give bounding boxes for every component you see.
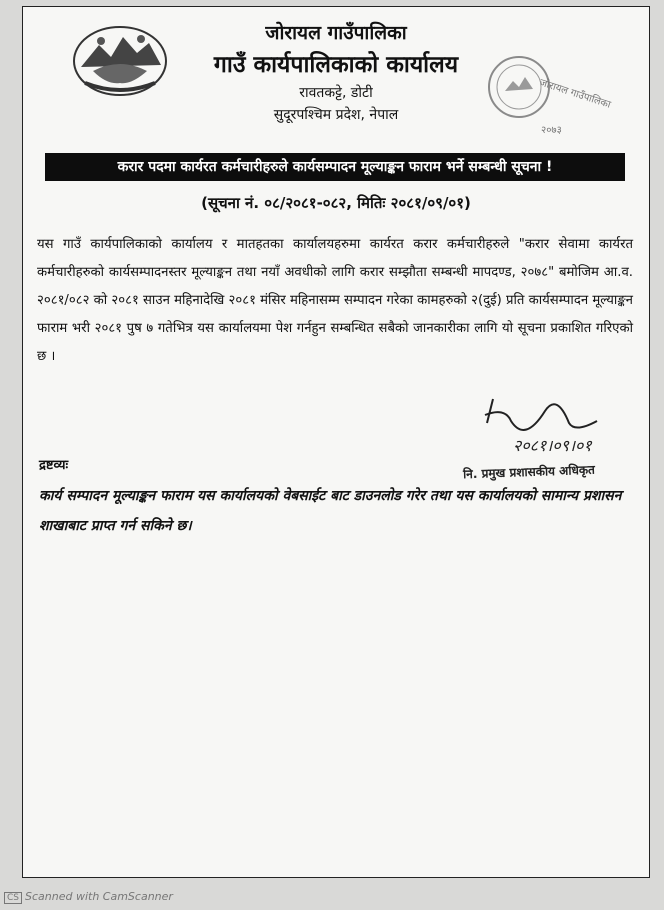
office-location: रावतकट्टे, डोटी	[299, 85, 373, 101]
notice-body: यस गाउँ कार्यपालिकाको कार्यालय र मातहतका कार्यालयहरुमा कार्यरत करार कर्मचारीहरुले "करार सेवामा कार्यरत कर्मचारीहरुको कार्यसम्पादनस्तर मूल्याङ्कन तथा नयाँ अवधीको लागि करार सम्झौता सम्बन्धी मापदण्ड, २०७८" बमोजिम आ.व. २०८१/०८२ को २०८१ साउन महिनादेखि २०८१ मंसिर महिनासम्म सम्पादन गरेका कामहरुको २(दुई) प्रति कार्यसम्पादन मूल्याङ्कन फाराम भरी २०८१ पुष ७ गतेभित्र यस कार्यालयमा पेश गर्नहुन सम्बन्धित सबैको जानकारीका लागि यो सूचना प्रकाशित गरिएको छ ।	[37, 237, 633, 364]
svg-text:२०७३: २०७३	[541, 125, 562, 136]
scanner-watermark	[4, 890, 173, 904]
office-province: सुदूरपश्चिम प्रदेश, नेपाल	[273, 107, 399, 123]
notice-page	[22, 6, 650, 878]
svg-text:२०८१।०९।०१: २०८१।०९।०१	[513, 436, 592, 455]
note-heading: द्रष्टव्यः	[39, 458, 69, 473]
signatory-title: नि. प्रमुख प्रशासकीय अधिकृत	[462, 462, 596, 482]
handwritten-signature	[465, 393, 615, 463]
notice-title-banner: करार पदमा कार्यरत कर्मचारीहरुले कार्यसम्पादन मूल्याङ्कन फाराम भर्ने सम्बन्धी सूचना !	[45, 153, 625, 181]
office-seal-stamp	[479, 45, 612, 145]
note-text: कार्य सम्पादन मूल्याङ्कन फाराम यस कार्यालयको वेबसाईट बाट डाउनलोड गरेर तथा यस कार्यालयको सामान्य प्रशासन शाखाबाट प्राप्त गर्न सकिने छ।	[39, 488, 622, 534]
municipality-name: जोरायल गाउँपालिका	[265, 22, 407, 44]
watermark-text: Scanned with CamScanner	[25, 890, 173, 903]
notice-reference: (सूचना नं. ०८/२०८१-०८२, मितिः २०८१/०९/०१)	[201, 194, 471, 212]
camscanner-logo-icon: CS	[4, 892, 22, 904]
office-name: गाउँ कार्यपालिकाको कार्यालय	[213, 52, 459, 78]
svg-text:जोरायल गाउँपालिका: जोरायल गाउँपालिका	[538, 77, 612, 111]
